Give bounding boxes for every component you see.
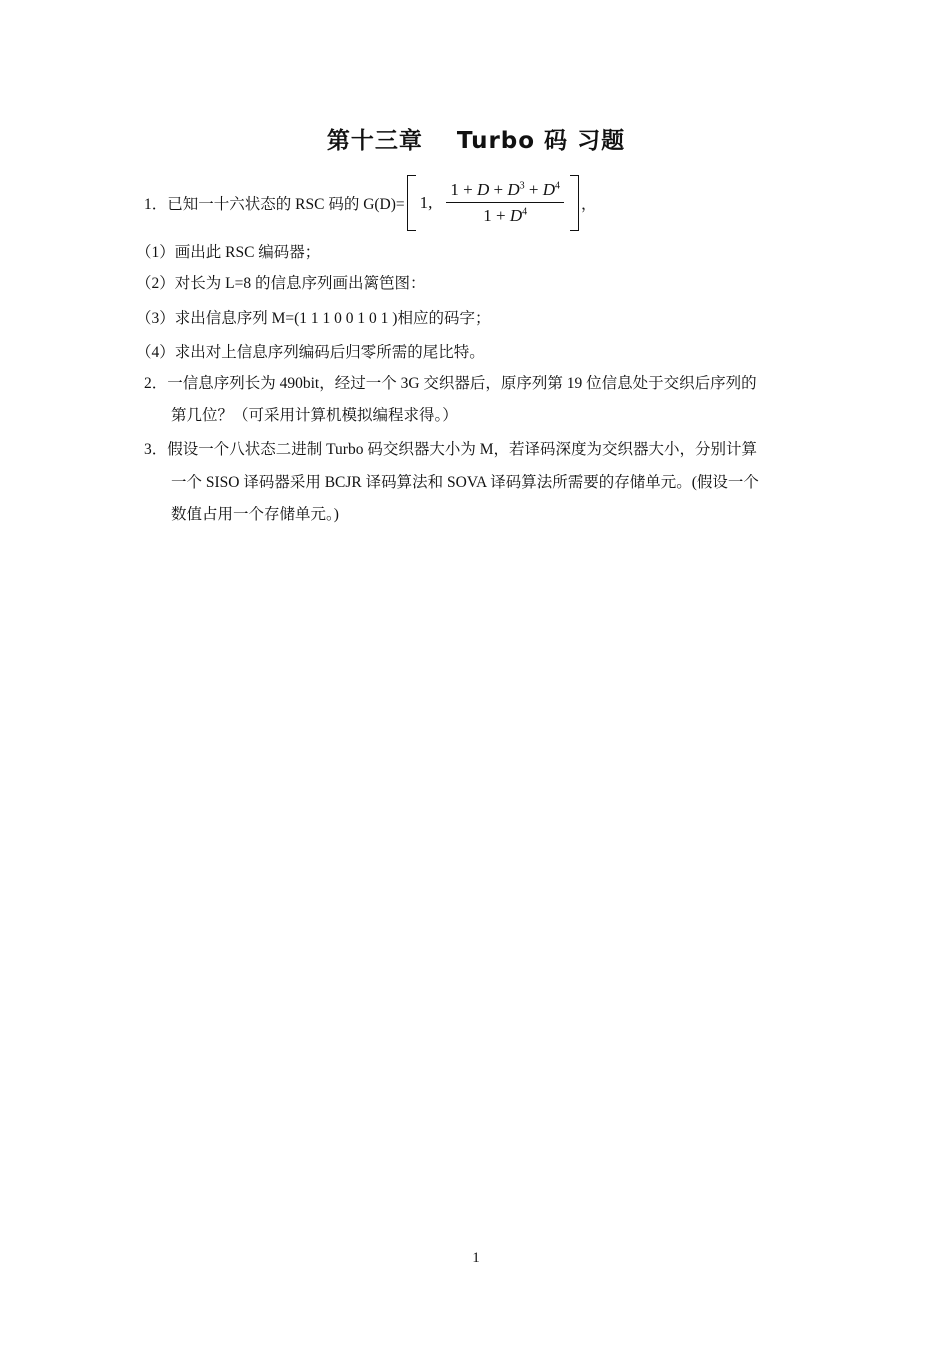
fraction-numerator: $1 + D + D^3 + D^4$ (450, 179, 561, 199)
right-bracket (570, 175, 579, 231)
question-1-number: 1． (144, 196, 168, 213)
sub-item-4: （4）求出对上信息序列编码后归零所需的尾比特。 (136, 344, 485, 361)
question-3-line-3: 数值占用一个存储单元。) (171, 506, 339, 523)
title-chapter: 第十三章 (326, 128, 423, 154)
left-bracket (407, 175, 416, 231)
question-3-line-2: 一个 SISO 译码器采用 BCJR 译码算法和 SOVA 译码算法所需要的存储单元。(假设一个 (171, 474, 759, 491)
generator-fraction (446, 180, 564, 226)
sub-item-1: （1）画出此 RSC 编码器； (136, 244, 321, 261)
title-subject: Turbo 码 习题 (456, 128, 626, 154)
question-1-text: 已知一十六状态的 RSC 码的 G(D)= (167, 196, 405, 213)
question-2-line-2: 第几位？（可采用计算机模拟编程求得。） (171, 407, 458, 424)
question-3-line-1: 3．假设一个八状态二进制 Turbo 码交织器大小为 M，若译码深度为交织器大小，分别计算 (144, 441, 757, 458)
matrix-first-entry: 1, (419, 193, 433, 212)
fraction-denominator: $1 + D^4$ (483, 206, 528, 226)
page-number: 1 (472, 1250, 480, 1266)
question-1-punctuation: ， (581, 196, 597, 213)
sub-item-2: （2）对长为 L=8 的信息序列画出篱笆图： (136, 275, 426, 292)
question-1 (144, 173, 597, 233)
question-2-line-1: 2．一信息序列长为 490bit，经过一个 3G 交织器后，原序列第 19 位信息处于交织后序列的 (144, 375, 757, 392)
page-title (0, 122, 952, 155)
sub-item-3: （3）求出信息序列 M=(1 1 1 0 0 1 0 1 )相应的码字； (136, 310, 491, 327)
